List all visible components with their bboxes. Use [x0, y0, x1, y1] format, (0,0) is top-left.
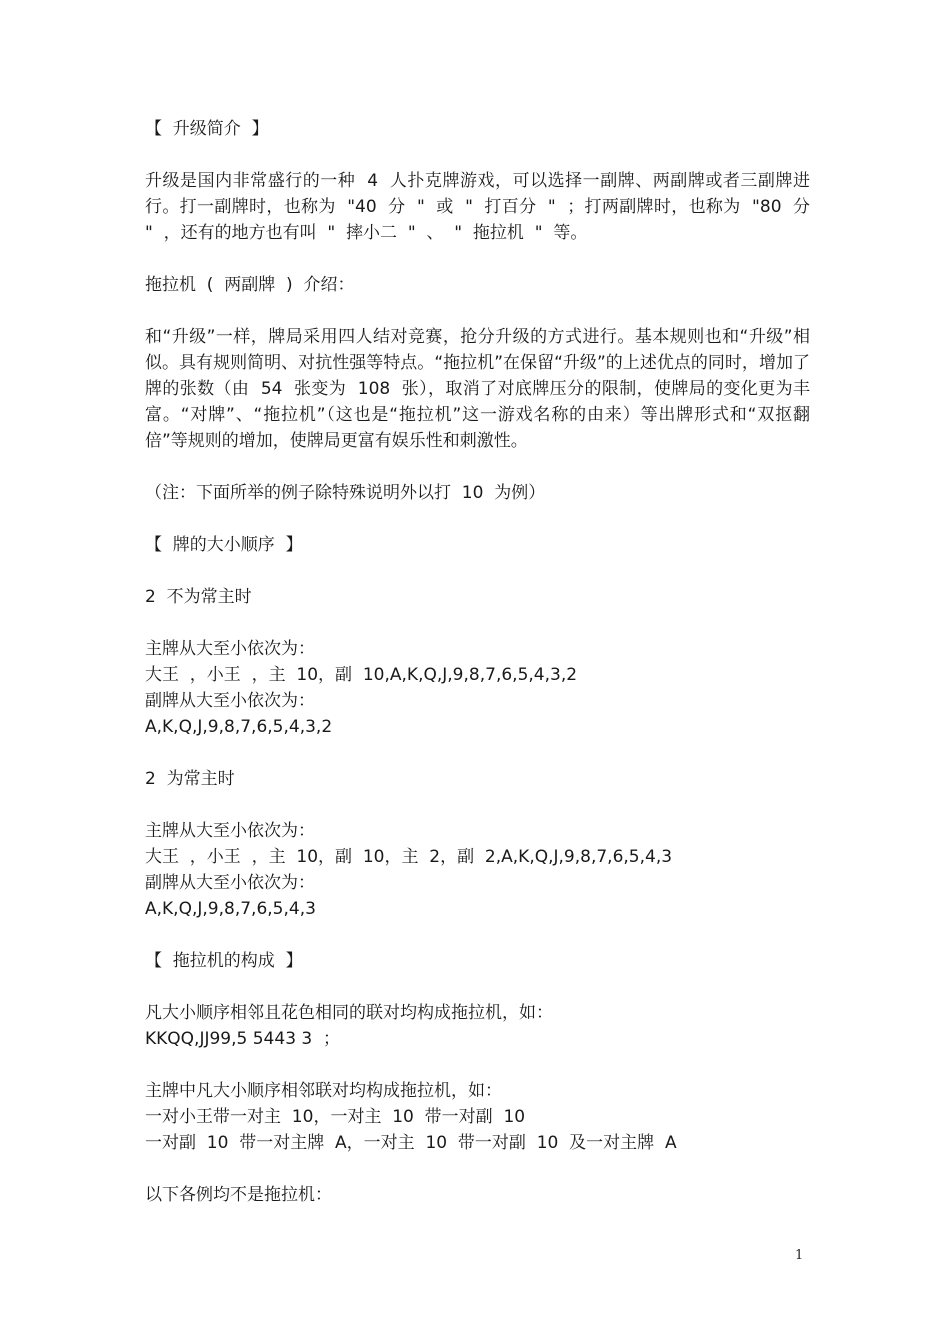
tractor-example-1: KKQQ,JJ99,5 5443 3 ；: [145, 1029, 341, 1049]
not-tractor-label: 以下各例均不是拖拉机：: [145, 1185, 332, 1205]
section-heading-order: 【 牌的大小顺序 】: [145, 535, 303, 555]
tractor-rule-2: 主牌中凡大小顺序相邻联对均构成拖拉机，如：: [145, 1081, 502, 1101]
spacer: [145, 142, 810, 168]
spacer: [145, 922, 810, 948]
paragraph-tractor: 和“升级”一样，牌局采用四人结对竞赛，抢分升级的方式进行。基本规则也和“升级”相似。具有规则简明、对抗性强等特点。“拖拉机”在保留“升级”的上述优点的同时，增加了牌的张数（由 54 张变为 108 张），取消了对底牌压分的限制，使牌局的变化更为丰富。“对牌”、“拖拉机”（这也是“拖拉机”这一游戏名称的由来）等出牌形式和“双抠翻倍”等规则的增加，使牌局更富有娱乐性和刺激性。: [145, 327, 810, 451]
side-order-label: 副牌从大至小依次为：: [145, 873, 315, 893]
main-order-label: 主牌从大至小依次为：: [145, 821, 315, 841]
spacer: [145, 740, 810, 766]
spacer: [145, 558, 810, 584]
spacer: [145, 792, 810, 818]
paragraph-intro: 升级是国内非常盛行的一种 4 人扑克牌游戏，可以选择一副牌、两副牌或者三副牌进行。打一副牌时，也称为 "40 分 " 或 " 打百分 " ；打两副牌时，也称为 "80 分 " ，还有的地方也有叫 " 摔小二 " 、 " 拖拉机 " 等。: [145, 171, 821, 243]
tractor-example-2b: 一对副 10 带一对主牌 A，一对主 10 带一对副 10 及一对主牌 A: [145, 1133, 677, 1153]
section-heading-tractor: 【 拖拉机的构成 】: [145, 951, 303, 971]
side-order-list: A,K,Q,J,9,8,7,6,5,4,3: [145, 899, 316, 919]
section-heading-intro: 【 升级简介 】: [145, 119, 269, 139]
side-order-label: 副牌从大至小依次为：: [145, 691, 315, 711]
spacer: [145, 506, 810, 532]
tractor-rule-1: 凡大小顺序相邻且花色相同的联对均构成拖拉机，如：: [145, 1003, 553, 1023]
spacer: [145, 298, 810, 324]
spacer: [145, 454, 810, 480]
spacer: [145, 610, 810, 636]
spacer: [145, 1052, 810, 1078]
main-order-list: 大王 ，小王 ，主 10，副 10，主 2，副 2,A,K,Q,J,9,8,7,6,5,4,3: [145, 847, 673, 867]
spacer: [145, 246, 810, 272]
page-number: 1: [795, 1248, 804, 1263]
document-body: [145, 116, 821, 1208]
tractor-intro-title: 拖拉机 ( 两副牌 ) 介绍：: [145, 275, 355, 295]
spacer: [145, 1156, 810, 1182]
side-order-list: A,K,Q,J,9,8,7,6,5,4,3,2: [145, 717, 333, 737]
case-not-main-2: 2 不为常主时: [145, 587, 252, 607]
note-text: （注：下面所举的例子除特殊说明外以打 10 为例）: [145, 483, 546, 503]
tractor-example-2a: 一对小王带一对主 10，一对主 10 带一对副 10: [145, 1107, 526, 1127]
main-order-list: 大王 ，小王 ，主 10，副 10,A,K,Q,J,9,8,7,6,5,4,3,2: [145, 665, 578, 685]
main-order-label: 主牌从大至小依次为：: [145, 639, 315, 659]
case-main-2: 2 为常主时: [145, 769, 235, 789]
spacer: [145, 974, 810, 1000]
